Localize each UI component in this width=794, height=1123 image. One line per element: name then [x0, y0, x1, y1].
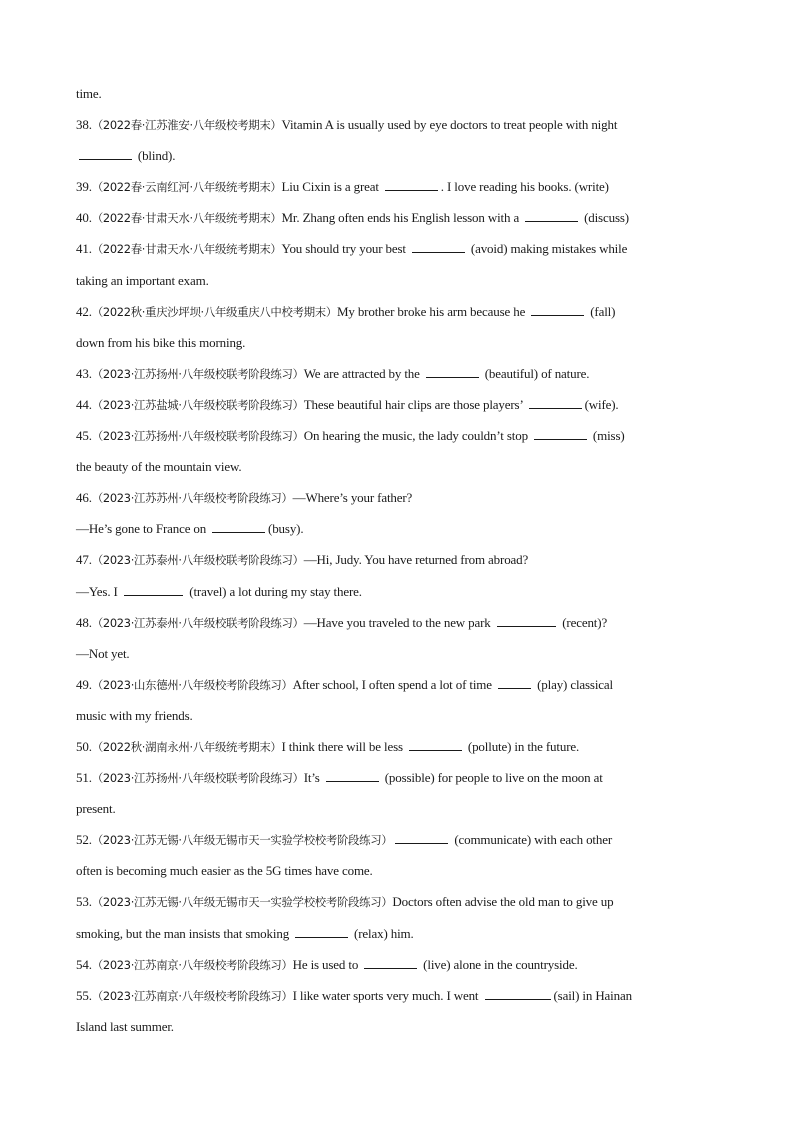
question-line [76, 980, 720, 1011]
answer-blank [498, 687, 531, 689]
question-number: 38. [76, 117, 92, 133]
continuation-line [76, 638, 720, 669]
question-line [76, 607, 720, 638]
question-line [76, 544, 720, 575]
line-text: music with my friends. [76, 707, 193, 723]
question-text: I think there will be less [281, 738, 406, 754]
question-text: Mr. Zhang often ends his English lesson with a [281, 210, 523, 226]
question-hint: (busy). [268, 521, 304, 537]
question-text: It’s [303, 770, 323, 786]
answer-blank [426, 376, 479, 378]
continuation-line [76, 700, 720, 731]
question-text: After school, I often spend a lot of time [292, 676, 495, 692]
answer-blank [497, 625, 556, 627]
question-line [76, 358, 720, 389]
line-text: —He’s gone to France on [76, 521, 210, 537]
question-source: （2022春·云南红河·八年级统考期末） [91, 180, 282, 195]
question-number: 55. [76, 987, 92, 1003]
question-hint: (play) classical [533, 676, 614, 692]
line-text: taking an important exam. [76, 272, 209, 288]
question-number: 54. [76, 956, 92, 972]
answer-blank [529, 407, 582, 409]
answer-blank [534, 438, 587, 440]
question-text: —Hi, Judy. You have returned from abroad? [303, 552, 529, 568]
answer-blank [385, 189, 438, 191]
line-text: the beauty of the mountain view. [76, 459, 242, 475]
question-hint: (sail) in Hainan [553, 987, 632, 1003]
question-text: You should try your best [281, 241, 409, 257]
answer-blank [212, 531, 265, 533]
exercise-page [76, 78, 720, 1042]
line-text: —Not yet. [76, 645, 130, 661]
question-source: （2023·江苏无锡·八年级无锡市天一实验学校校考阶段练习） [91, 895, 393, 910]
question-number: 51. [76, 770, 92, 786]
continuation-line [76, 855, 720, 886]
question-text: Liu Cixin is a great [281, 179, 382, 195]
question-line [76, 171, 720, 202]
question-source: （2023·江苏扬州·八年级校联考阶段练习） [91, 771, 304, 786]
question-text: Vitamin A is usually used by eye doctors to treat people with night [281, 117, 618, 133]
question-number: 47. [76, 552, 92, 568]
line-text: present. [76, 801, 116, 817]
question-source: （2023·江苏无锡·八年级无锡市天一实验学校校考阶段练习） [91, 833, 393, 848]
question-number: 53. [76, 894, 92, 910]
line-text: —Yes. I [76, 583, 121, 599]
question-text: We are attracted by the [303, 365, 423, 381]
question-source: （2022秋·重庆沙坪坝·八年级重庆八中校考期末） [91, 304, 337, 319]
question-number: 41. [76, 241, 92, 257]
question-hint: (pollute) in the future. [464, 738, 580, 754]
answer-blank [79, 158, 132, 160]
question-source: （2023·江苏扬州·八年级校联考阶段练习） [91, 429, 304, 444]
question-hint: (avoid) making mistakes while [467, 241, 628, 257]
question-source: （2023·江苏泰州·八年级校联考阶段练习） [91, 615, 304, 630]
continuation-line [76, 918, 720, 949]
continuation-line [76, 78, 720, 109]
question-number: 45. [76, 428, 92, 444]
question-line [76, 886, 720, 917]
question-number: 42. [76, 303, 92, 319]
question-line [76, 202, 720, 233]
question-hint: (beautiful) of nature. [481, 365, 590, 381]
question-text: —Where’s your father? [292, 490, 413, 506]
line-text: down from his bike this morning. [76, 334, 246, 350]
question-source: （2023·江苏南京·八年级校考阶段练习） [91, 957, 293, 972]
continuation-line [76, 793, 720, 824]
question-hint: (miss) [589, 428, 625, 444]
question-hint: (communicate) with each other [451, 832, 613, 848]
question-number: 48. [76, 614, 92, 630]
question-source: （2022春·甘肃天水·八年级统考期末） [91, 242, 282, 257]
question-hint: (relax) him. [350, 925, 414, 941]
line-text: smoking, but the man insists that smoking [76, 925, 293, 941]
question-hint: (wife). [584, 396, 619, 412]
question-number: 50. [76, 738, 92, 754]
question-text: On hearing the music, the lady couldn’t stop [303, 428, 532, 444]
question-hint: (fall) [587, 303, 616, 319]
question-hint: (possible) for people to live on the moon at [381, 770, 603, 786]
answer-blank [525, 220, 578, 222]
continuation-line [76, 451, 720, 482]
question-source: （2022春·江苏淮安·八年级校考期末） [91, 118, 282, 133]
answer-blank [326, 780, 379, 782]
question-text: These beautiful hair clips are those players’ [303, 396, 526, 412]
line-text: Island last summer. [76, 1018, 174, 1034]
continuation-line [76, 1011, 720, 1042]
question-source: （2023·江苏扬州·八年级校联考阶段练习） [91, 366, 304, 381]
question-number: 39. [76, 179, 92, 195]
answer-blank [124, 594, 183, 596]
continuation-line [76, 327, 720, 358]
question-line [76, 109, 720, 140]
question-line [76, 669, 720, 700]
question-hint: . I love reading his books. (write) [440, 179, 609, 195]
question-source: （2022春·甘肃天水·八年级统考期末） [91, 211, 282, 226]
question-text: Doctors often advise the old man to give up [392, 894, 614, 910]
answer-blank [485, 998, 551, 1000]
question-line [76, 389, 720, 420]
question-source: （2023·江苏苏州·八年级校考阶段练习） [91, 491, 293, 506]
continuation-line [76, 576, 720, 607]
question-hint: (discuss) [580, 210, 629, 226]
question-hint: (travel) a lot during my stay there. [186, 583, 362, 599]
question-source: （2023·江苏泰州·八年级校联考阶段练习） [91, 553, 304, 568]
question-text: —Have you traveled to the new park [303, 614, 494, 630]
continuation-line [76, 513, 720, 544]
answer-blank [412, 251, 465, 253]
question-source: （2023·山东德州·八年级校考阶段练习） [91, 677, 293, 692]
question-text: My brother broke his arm because he [336, 303, 529, 319]
continuation-line [76, 140, 720, 171]
answer-blank [531, 314, 584, 316]
question-hint: (blind). [134, 148, 176, 164]
question-source: （2023·江苏盐城·八年级校联考阶段练习） [91, 397, 304, 412]
question-text: He is used to [292, 956, 362, 972]
question-text: I like water sports very much. I went [292, 987, 482, 1003]
answer-blank [395, 842, 448, 844]
answer-blank [295, 936, 348, 938]
continuation-line [76, 265, 720, 296]
line-text: often is becoming much easier as the 5G times have come. [76, 863, 373, 879]
question-number: 46. [76, 490, 92, 506]
question-line [76, 233, 720, 264]
answer-blank [364, 967, 417, 969]
question-number: 40. [76, 210, 92, 226]
question-line [76, 482, 720, 513]
question-line [76, 824, 720, 855]
question-source: （2023·江苏南京·八年级校考阶段练习） [91, 988, 293, 1003]
question-source: （2022秋·湖南永州·八年级统考期末） [91, 739, 282, 754]
question-line [76, 731, 720, 762]
question-hint: (recent)? [559, 614, 608, 630]
question-number: 44. [76, 396, 92, 412]
question-number: 43. [76, 365, 92, 381]
question-number: 49. [76, 676, 92, 692]
question-line [76, 296, 720, 327]
question-line [76, 420, 720, 451]
line-text: time. [76, 86, 102, 101]
question-line [76, 949, 720, 980]
question-line [76, 762, 720, 793]
question-hint: (live) alone in the countryside. [420, 956, 578, 972]
question-number: 52. [76, 832, 92, 848]
answer-blank [409, 749, 462, 751]
